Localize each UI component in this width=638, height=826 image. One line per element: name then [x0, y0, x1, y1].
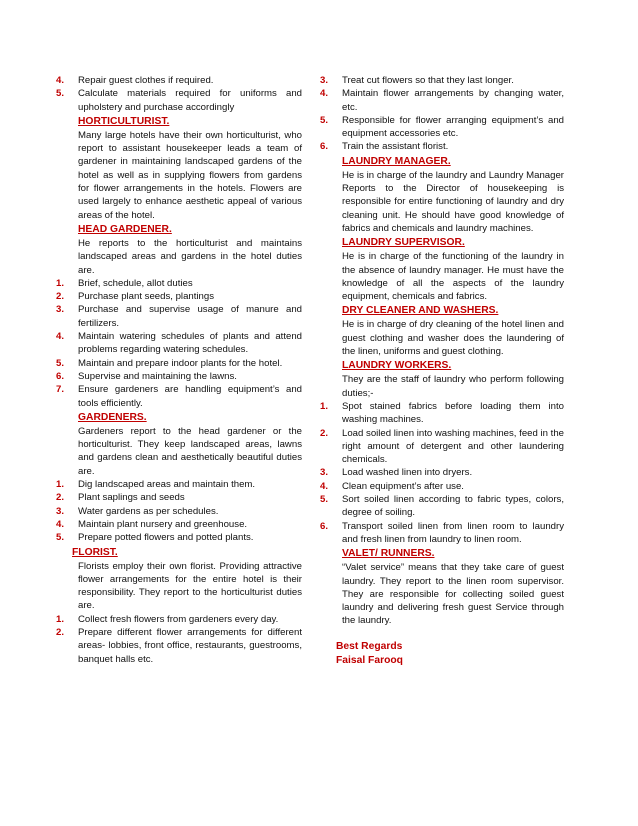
section-heading-head-gardener: HEAD GARDENER.	[78, 223, 172, 235]
section-paragraph: They are the staff of laundry who perform following duties;-	[342, 374, 564, 399]
list-item	[320, 427, 564, 467]
item-number: 1.	[320, 400, 329, 412]
section-heading-valet-runners: VALET/ RUNNERS.	[342, 548, 435, 560]
section-paragraph: He is in charge of the functioning of the laundry in the absence of laundry manager. He must have the knowledge of all the aspects of the laundry equipment, chemicals and fabrics.	[342, 251, 564, 303]
list-item	[320, 466, 564, 479]
section-heading-florist: FLORIST.	[72, 546, 118, 558]
item-number: 3.	[320, 75, 329, 86]
list-item	[56, 87, 302, 114]
item-text: Responsible for flower arranging equipment’s and equipment accessories etc.	[342, 114, 564, 140]
item-text: Maintain plant nursery and greenhouse.	[78, 518, 248, 530]
section-heading-laundry-workers: LAUNDRY WORKERS.	[342, 360, 452, 372]
item-number: 2.	[56, 626, 65, 638]
item-number: 4.	[56, 331, 65, 343]
section-heading-laundry-supervisor: LAUNDRY SUPERVISOR.	[342, 237, 465, 249]
list-item	[56, 303, 302, 330]
list-item	[56, 531, 302, 544]
list-item	[56, 613, 302, 626]
section-paragraph: Gardeners report to the head gardener or the horticulturist. They keep landscaped areas, lawns and gardens clean and aesthetically beautiful duties are.	[78, 425, 302, 477]
item-number: 5.	[56, 357, 65, 369]
item-number: 5.	[320, 494, 329, 506]
item-text: Prepare different flower arrangements for different areas- lobbies, front office, restaurants, guestrooms, banquet halls etc.	[78, 626, 302, 665]
item-text: Clean equipment’s after use.	[342, 480, 464, 492]
list-item	[320, 520, 564, 547]
item-number: 1.	[56, 479, 65, 491]
section-paragraph: Florists employ their own florist. Providing attractive flower arrangements for the entire hotel is their responsibility. They report to the horticulturist duties are.	[78, 560, 302, 612]
section-paragraph: He is in charge of dry cleaning of the hotel linen and guest clothing and washer does the laundering of the linen, uniforms and guest clothing.	[342, 319, 564, 358]
section-paragraph: “Valet service” means that they take care of guest laundry. They report to the linen room supervisor. They are responsible for collecting soiled guest laundry and delivering fresh guest Service through the laundry.	[342, 562, 564, 627]
item-number: 7.	[56, 384, 65, 396]
item-number: 4.	[320, 480, 329, 492]
item-number: 2.	[56, 492, 65, 504]
list-item	[56, 290, 302, 303]
list-item	[56, 277, 302, 290]
right-column	[320, 74, 564, 668]
item-number: 2.	[56, 291, 65, 303]
list-item	[320, 493, 564, 520]
item-text: Plant saplings and seeds	[78, 492, 185, 504]
list-item	[320, 480, 564, 493]
item-text: Water gardens as per schedules.	[78, 505, 219, 517]
list-item	[320, 114, 564, 141]
list-item	[56, 330, 302, 357]
item-number: 4.	[56, 75, 65, 86]
section-paragraph: He is in charge of the laundry and Laundry Manager Reports to the Director of housekeeping is responsible for entire functioning of laundry and dry cleaning unit. He should have good knowledge of fabrics and chemicals and laundry machines.	[342, 169, 564, 234]
section-heading-horticulturist: HORTICULTURIST.	[78, 115, 170, 127]
list-item	[320, 74, 564, 87]
item-number: 2.	[320, 427, 329, 439]
item-text: Dig landscaped areas and maintain them.	[78, 479, 256, 491]
list-item	[56, 491, 302, 504]
item-number: 6.	[320, 141, 329, 153]
list-item	[56, 478, 302, 491]
item-text: Load washed linen into dryers.	[342, 467, 473, 479]
list-item	[56, 626, 302, 666]
item-number: 3.	[56, 505, 65, 517]
item-text: Ensure gardeners are handling equipment’s and tools efficiently.	[78, 384, 302, 409]
item-number: 3.	[320, 467, 329, 479]
signature-closing: Best Regards	[336, 640, 403, 652]
item-number: 6.	[320, 520, 329, 532]
item-text: Collect fresh flowers from gardeners every day.	[78, 613, 279, 625]
item-text: Transport soiled linen from linen room to laundry and fresh linen from laundry to linen room.	[342, 520, 564, 545]
item-text: Repair guest clothes if required.	[78, 75, 214, 86]
item-number: 1.	[56, 613, 65, 625]
item-text: Spot stained fabrics before loading them into washing machines.	[342, 400, 564, 426]
list-item	[320, 400, 564, 427]
signature-name: Faisal Farooq	[336, 654, 403, 666]
item-text: Maintain watering schedules of plants and attend problems regarding watering schedules.	[78, 331, 302, 356]
list-item	[56, 370, 302, 383]
item-number: 4.	[320, 88, 329, 100]
list-item	[56, 505, 302, 518]
item-number: 3.	[56, 304, 65, 316]
list-item	[320, 87, 564, 114]
item-text: Purchase and supervise usage of manure and fertilizers.	[78, 304, 302, 329]
item-number: 1.	[56, 277, 65, 289]
item-number: 5.	[320, 114, 329, 126]
item-text: Treat cut flowers so that they last longer.	[342, 75, 514, 86]
list-item	[56, 383, 302, 410]
left-column	[56, 74, 302, 666]
item-text: Brief, schedule, allot duties	[78, 277, 193, 289]
item-text: Purchase plant seeds, plantings	[78, 291, 214, 303]
section-paragraph: He reports to the horticulturist and maintains landscaped areas and gardens in the hotel duties are.	[78, 237, 302, 276]
item-text: Sort soiled linen according to fabric types, colors, degree of soiling.	[342, 494, 564, 519]
section-paragraph: Many large hotels have their own horticulturist, who report to assistant housekeeper leads a team of gardener in maintaining landscaped gardens of the hotel as well as in supplying flowers from gardens for flower arrangements in the hotels. Flowers are used largely to enhance aesthetic appeal of various areas of the hotel.	[78, 129, 302, 221]
spacer	[320, 628, 564, 640]
item-text: Prepare potted flowers and potted plants.	[78, 532, 254, 544]
item-number: 5.	[56, 88, 65, 100]
section-heading-gardeners: GARDENERS.	[78, 411, 147, 423]
item-text: Supervise and maintaining the lawns.	[78, 370, 237, 382]
list-item	[56, 357, 302, 370]
item-number: 5.	[56, 532, 65, 544]
list-item	[320, 140, 564, 153]
list-item	[56, 518, 302, 531]
item-text: Train the assistant florist.	[342, 141, 449, 153]
section-heading-laundry-manager: LAUNDRY MANAGER.	[342, 155, 451, 167]
item-text: Maintain flower arrangements by changing water, etc.	[342, 88, 564, 113]
item-text: Load soiled linen into washing machines, feed in the right amount of detergent and other laundering chemicals.	[342, 427, 564, 466]
item-number: 6.	[56, 370, 65, 382]
list-item	[56, 74, 302, 87]
item-number: 4.	[56, 518, 65, 530]
item-text: Calculate materials required for uniforms and upholstery and purchase accordingly	[78, 88, 302, 113]
section-heading-dry-cleaner-and-washers: DRY CLEANER AND WASHERS.	[342, 305, 499, 317]
item-text: Maintain and prepare indoor plants for the hotel.	[78, 357, 283, 369]
